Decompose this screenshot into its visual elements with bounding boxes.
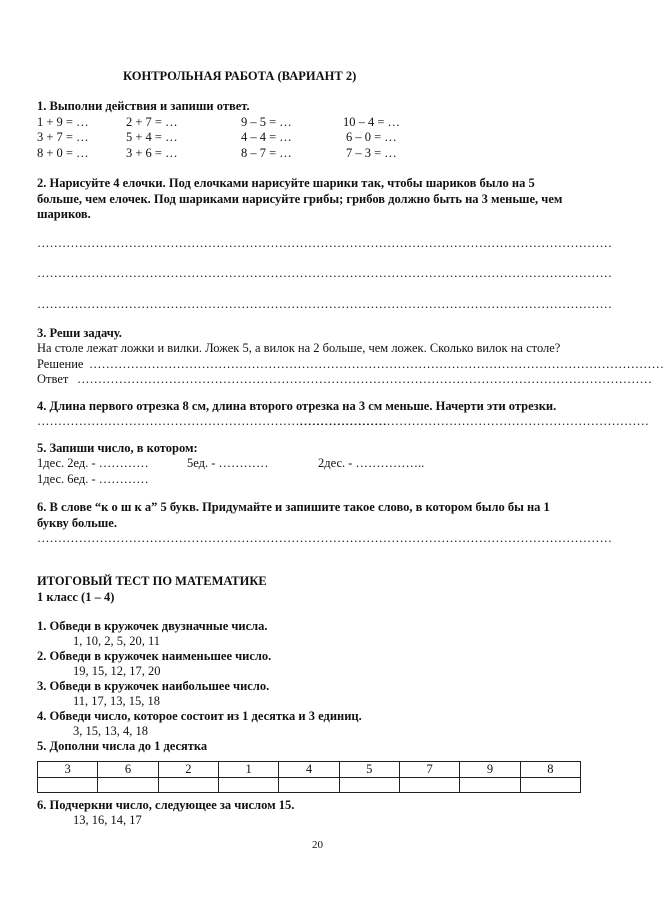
example: 5 + 4 = …: [126, 130, 178, 144]
q6-numbers[interactable]: 13, 16, 14, 17: [73, 813, 142, 827]
answer-cell[interactable]: [98, 778, 158, 793]
table-cell: 5: [339, 762, 399, 778]
q3-numbers[interactable]: 11, 17, 13, 15, 18: [73, 694, 161, 708]
task2-text-line3: шариков.: [37, 207, 91, 221]
segment-line-dotted[interactable]: …………………………………………………………………………: [299, 414, 649, 428]
answer-cell[interactable]: [218, 778, 278, 793]
example: 3 + 6 = …: [126, 146, 178, 160]
answer-line-dotted[interactable]: …………………………………………………………………………………………………………………………: [37, 236, 612, 250]
task1-heading: 1. Выполни действия и запиши ответ.: [37, 99, 250, 113]
solution-line-dotted[interactable]: …………………………………………………………………………………………………………………………: [89, 357, 664, 371]
test1-title: КОНТРОЛЬНАЯ РАБОТА (ВАРИАНТ 2): [123, 69, 357, 83]
table-cell: 2: [158, 762, 218, 778]
task6-text-line2: букву больше.: [37, 516, 117, 530]
table-cell: 6: [98, 762, 158, 778]
answer-line-dotted[interactable]: …………………………………………………………………………………………………………………………: [37, 531, 612, 545]
task5-item: 1дес. 2ед. - …………: [37, 456, 149, 470]
segment-line-dotted[interactable]: …………………………………………………………………………: [37, 414, 387, 428]
q4-numbers[interactable]: 3, 15, 13, 4, 18: [73, 724, 148, 738]
q3-heading: 3. Обведи в кружочек наибольшее число.: [37, 679, 270, 693]
task4-heading: 4. Длина первого отрезка 8 см, длина второго отрезка на 3 см меньше. Начерти эти отрезки.: [37, 399, 557, 413]
example: 3 + 7 = …: [37, 130, 89, 144]
task6-text-line1: 6. В слове “к о ш к а” 5 букв. Придумайте и запишите такое слово, в котором было бы на 1: [37, 500, 550, 514]
table-row-answer: [38, 778, 581, 793]
example: 8 – 7 = …: [241, 146, 292, 160]
answer-cell[interactable]: [399, 778, 459, 793]
example: 4 – 4 = …: [241, 130, 292, 144]
table-cell: 9: [460, 762, 520, 778]
task2-text-line2: больше, чем елочек. Под шариками нарисуйте грибы; грибов должно быть на 3 меньше, чем: [37, 192, 563, 206]
task5-item: 1дес. 6ед. - …………: [37, 472, 149, 486]
q4-heading: 4. Обведи число, которое состоит из 1 десятка и 3 единиц.: [37, 709, 362, 723]
answer-line-dotted[interactable]: …………………………………………………………………………………………………………………………: [37, 297, 612, 311]
task5-item: 2дес. - ……………..: [318, 456, 425, 470]
page-number: 20: [312, 839, 323, 851]
example: 7 – 3 = …: [346, 146, 397, 160]
answer-cell[interactable]: [460, 778, 520, 793]
table-row-given: [38, 762, 581, 778]
task3-heading: 3. Реши задачу.: [37, 326, 122, 340]
example: 2 + 7 = …: [126, 115, 178, 129]
answer-cell[interactable]: [520, 778, 580, 793]
q1-heading: 1. Обведи в кружочек двузначные числа.: [37, 619, 268, 633]
q1-numbers[interactable]: 1, 10, 2, 5, 20, 11: [73, 634, 161, 648]
table-cell: 7: [399, 762, 459, 778]
answer-cell[interactable]: [339, 778, 399, 793]
q6-heading: 6. Подчеркни число, следующее за числом 15.: [37, 798, 295, 812]
example: 8 + 0 = …: [37, 146, 89, 160]
q5-heading: 5. Дополни числа до 1 десятка: [37, 739, 208, 753]
task2-text-line1: 2. Нарисуйте 4 елочки. Под елочками нарисуйте шарики так, чтобы шариков было на 5: [37, 176, 535, 190]
test2-title: ИТОГОВЫЙ ТЕСТ ПО МАТЕМАТИКЕ: [37, 574, 267, 588]
task5-heading: 5. Запиши число, в котором:: [37, 441, 198, 455]
answer-line-dotted[interactable]: …………………………………………………………………………………………………………………………: [77, 372, 652, 386]
task5-item: 5ед. - …………: [187, 456, 269, 470]
answer-cell[interactable]: [38, 778, 98, 793]
table-cell: 1: [218, 762, 278, 778]
table-cell: 8: [520, 762, 580, 778]
q2-numbers[interactable]: 19, 15, 12, 17, 20: [73, 664, 161, 678]
example: 6 – 0 = …: [346, 130, 397, 144]
test2-subtitle: 1 класс (1 – 4): [37, 590, 115, 604]
q2-heading: 2. Обведи в кружочек наименьшее число.: [37, 649, 272, 663]
task3-answer-label: Ответ: [37, 372, 69, 386]
answer-cell[interactable]: [279, 778, 339, 793]
complement-table: [37, 761, 581, 793]
answer-line-dotted[interactable]: …………………………………………………………………………………………………………………………: [37, 266, 612, 280]
task3-problem-text: На столе лежат ложки и вилки. Ложек 5, а вилок на 2 больше, чем ложек. Сколько вилок на столе?: [37, 341, 561, 355]
example: 9 – 5 = …: [241, 115, 292, 129]
table-cell: 3: [38, 762, 98, 778]
example: 1 + 9 = …: [37, 115, 89, 129]
example: 10 – 4 = …: [343, 115, 401, 129]
answer-cell[interactable]: [158, 778, 218, 793]
task3-solution-label: Решение: [37, 357, 84, 371]
table-cell: 4: [279, 762, 339, 778]
